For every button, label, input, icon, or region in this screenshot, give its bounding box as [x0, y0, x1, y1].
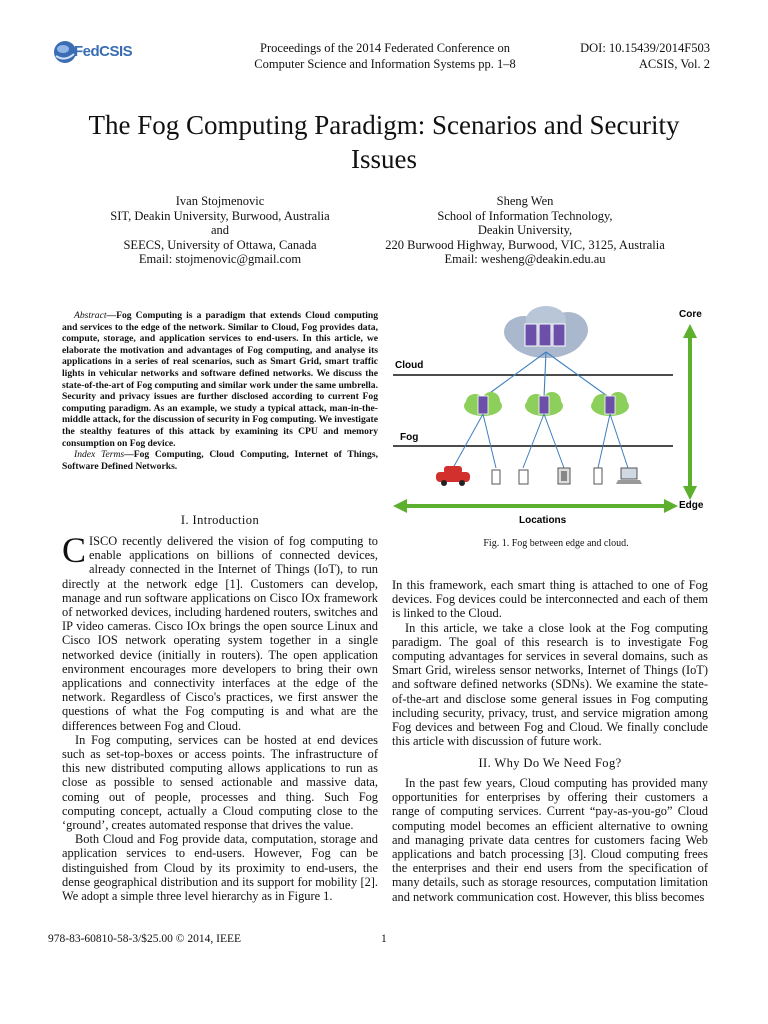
section-heading-introduction: I. Introduction — [180, 513, 260, 527]
section2-body — [392, 776, 708, 904]
paper-title: The Fog Computing Paradigm: Scenarios and Security Issues — [88, 110, 680, 174]
author-1: Ivan Stojmenovic SIT, Deakin University, Burwood, Australia and SEECS, University of Ottawa, Canada Email: stojmenovic@gmail.com — [75, 194, 365, 267]
tablet-icon — [558, 468, 570, 484]
intro-paragraph-4: In this framework, each smart thing is attached to one of Fog devices. Fog devices could be interconnected and each of them is linked to the Cloud. — [392, 578, 708, 621]
abstract: Abstract—Fog Computing is a paradigm that extends Cloud computing and services to the edge of the network. Similar to Cloud, Fog provides data, compute, storage, and application services to end-users. In this article, we elaborate the motivation and advantages of Fog computing, and analyse its applications in a series of real scenarios, such as Smart Grid, smart traffic lights in vehicular networks and software defined networks. We discuss the state-of-the-art of Fog computing and similar work under the same umbrella. Security and privacy issues are further disclosed according to current Fog computing paradigm. As an example, we study a typical attack, man-in-the-middle attack, for the discussion of security in Fog computing. We investigate the stealthy features of this attack by examining its CPU and memory consumption on Fog device. Index Terms—Fog Computing, Cloud Computing, Internet of Things, Software Defined Networks. — [62, 310, 378, 472]
intro-paragraph-1: CISCO recently delivered the vision of fog computing to enable applications on billions of connected devices, already connected in the Internet of Things (IoT), to run directly at the network edge [1]. Customers can develop, manage and run software applications on Cisco IOx framework of networked devices, including hardened routers, switches and IP video cameras. Cisco IOx brings the open source Linux and Cisco IOS network operating system together in a single networked device (initially in routers). The open application environment encourages more developers to bring their own applications and connectivity interfaces at the edge of the network. Regardless of Cisco's practices, we first answer the questions of what the Fog computing is and what are the differences between Fog and Cloud. — [62, 530, 378, 733]
footer-isbn: 978-83-60810-58-3/$25.00 © 2014, IEEE — [48, 933, 242, 945]
core-label: Core — [679, 309, 702, 320]
page-number: 1 — [381, 933, 387, 945]
right-column-body — [392, 578, 708, 748]
fog-node-1 — [464, 392, 502, 416]
logo-text: FedCSIS — [74, 43, 133, 60]
intro-paragraph-2: In Fog computing, services can be hosted at end devices such as set-top-boxes or access points. The infrastructure of this new distributed computing allows applications to run as close as possible to sensed actionable and massive data, coming out of people, processes and thing. Such Fog computing concept, actually a Cloud computing close to the ‘ground’, creates automated response that drives the value. — [62, 732, 378, 833]
section-heading-why-fog: II. Why Do We Need Fog? — [478, 756, 622, 770]
intro-paragraph-3: Both Cloud and Fog provide data, computation, storage and application services to end-users. However, Fog can be distinguished from Cloud by its proximity to end-users, the dense geographical distribution and its support for mobility [2]. We adopt a simple three level hierarchy as in Figure 1. — [62, 832, 378, 904]
fog-node-3 — [591, 392, 629, 416]
car-icon — [436, 466, 470, 486]
locations-label: Locations — [519, 515, 567, 526]
handheld-icon — [594, 468, 602, 484]
author-name: Sheng Wen — [496, 194, 554, 208]
left-column-body — [62, 530, 378, 904]
fog-label: Fog — [400, 432, 419, 443]
author-2: Sheng Wen School of Information Technology, Deakin University, 220 Burwood Highway, Burwood, VIC, 3125, Australia Email: wesheng@deakin.edu.au — [360, 194, 690, 267]
device-icon — [519, 470, 528, 484]
figure-1-fog-diagram — [388, 300, 718, 530]
core-edge-arrow — [683, 324, 697, 500]
fog-device-links — [453, 414, 628, 468]
author-name: Ivan Stojmenovic — [175, 194, 265, 208]
section2-paragraph-1: In the past few years, Cloud computing has provided many opportunities for enterprises by offering their customers a range of computing services. Current “pay-as-you-go” Cloud computing model becomes an efficient alternative to owning and managing private data centres for customers facing Web applications and batch processing [3]. Cloud computing frees the enterprises and their end users from the specification of many details, such as storage resources, computation limitation and network communication cost. However, this bliss becomes — [392, 776, 708, 904]
core-cloud — [504, 306, 588, 358]
doi-header: DOI: 10.15439/2014F503 ACSIS, Vol. 2 — [580, 41, 710, 71]
edge-label: Edge — [679, 500, 704, 511]
drop-cap: C — [62, 530, 87, 570]
phone-icon — [492, 470, 500, 484]
fog-node-2 — [525, 392, 563, 416]
locations-arrow — [393, 499, 678, 513]
laptop-icon — [616, 468, 642, 484]
intro-paragraph-5: In this article, we take a close look at the Fog computing paradigm. The goal of this research is to investigate Fog computing advantages for services in several domains, such as Smart Grid, wireless sensor networks, Internet of Things (IoT) and software defined networks (SDNs). We examine the state-of-the-art and disclose some general issues in Fog computing including security, privacy, trust, and service migration among Fog devices and between Fog and Cloud. We finally conclude this article with discussion of future work. — [392, 620, 708, 749]
conference-header: Proceedings of the 2014 Federated Conference on Computer Science and Information Systems pp. 1–8 — [254, 41, 516, 71]
cloud-label: Cloud — [395, 360, 424, 371]
figure-caption: Fig. 1. Fog between edge and cloud. — [483, 538, 629, 549]
fedcsis-logo — [52, 38, 133, 66]
